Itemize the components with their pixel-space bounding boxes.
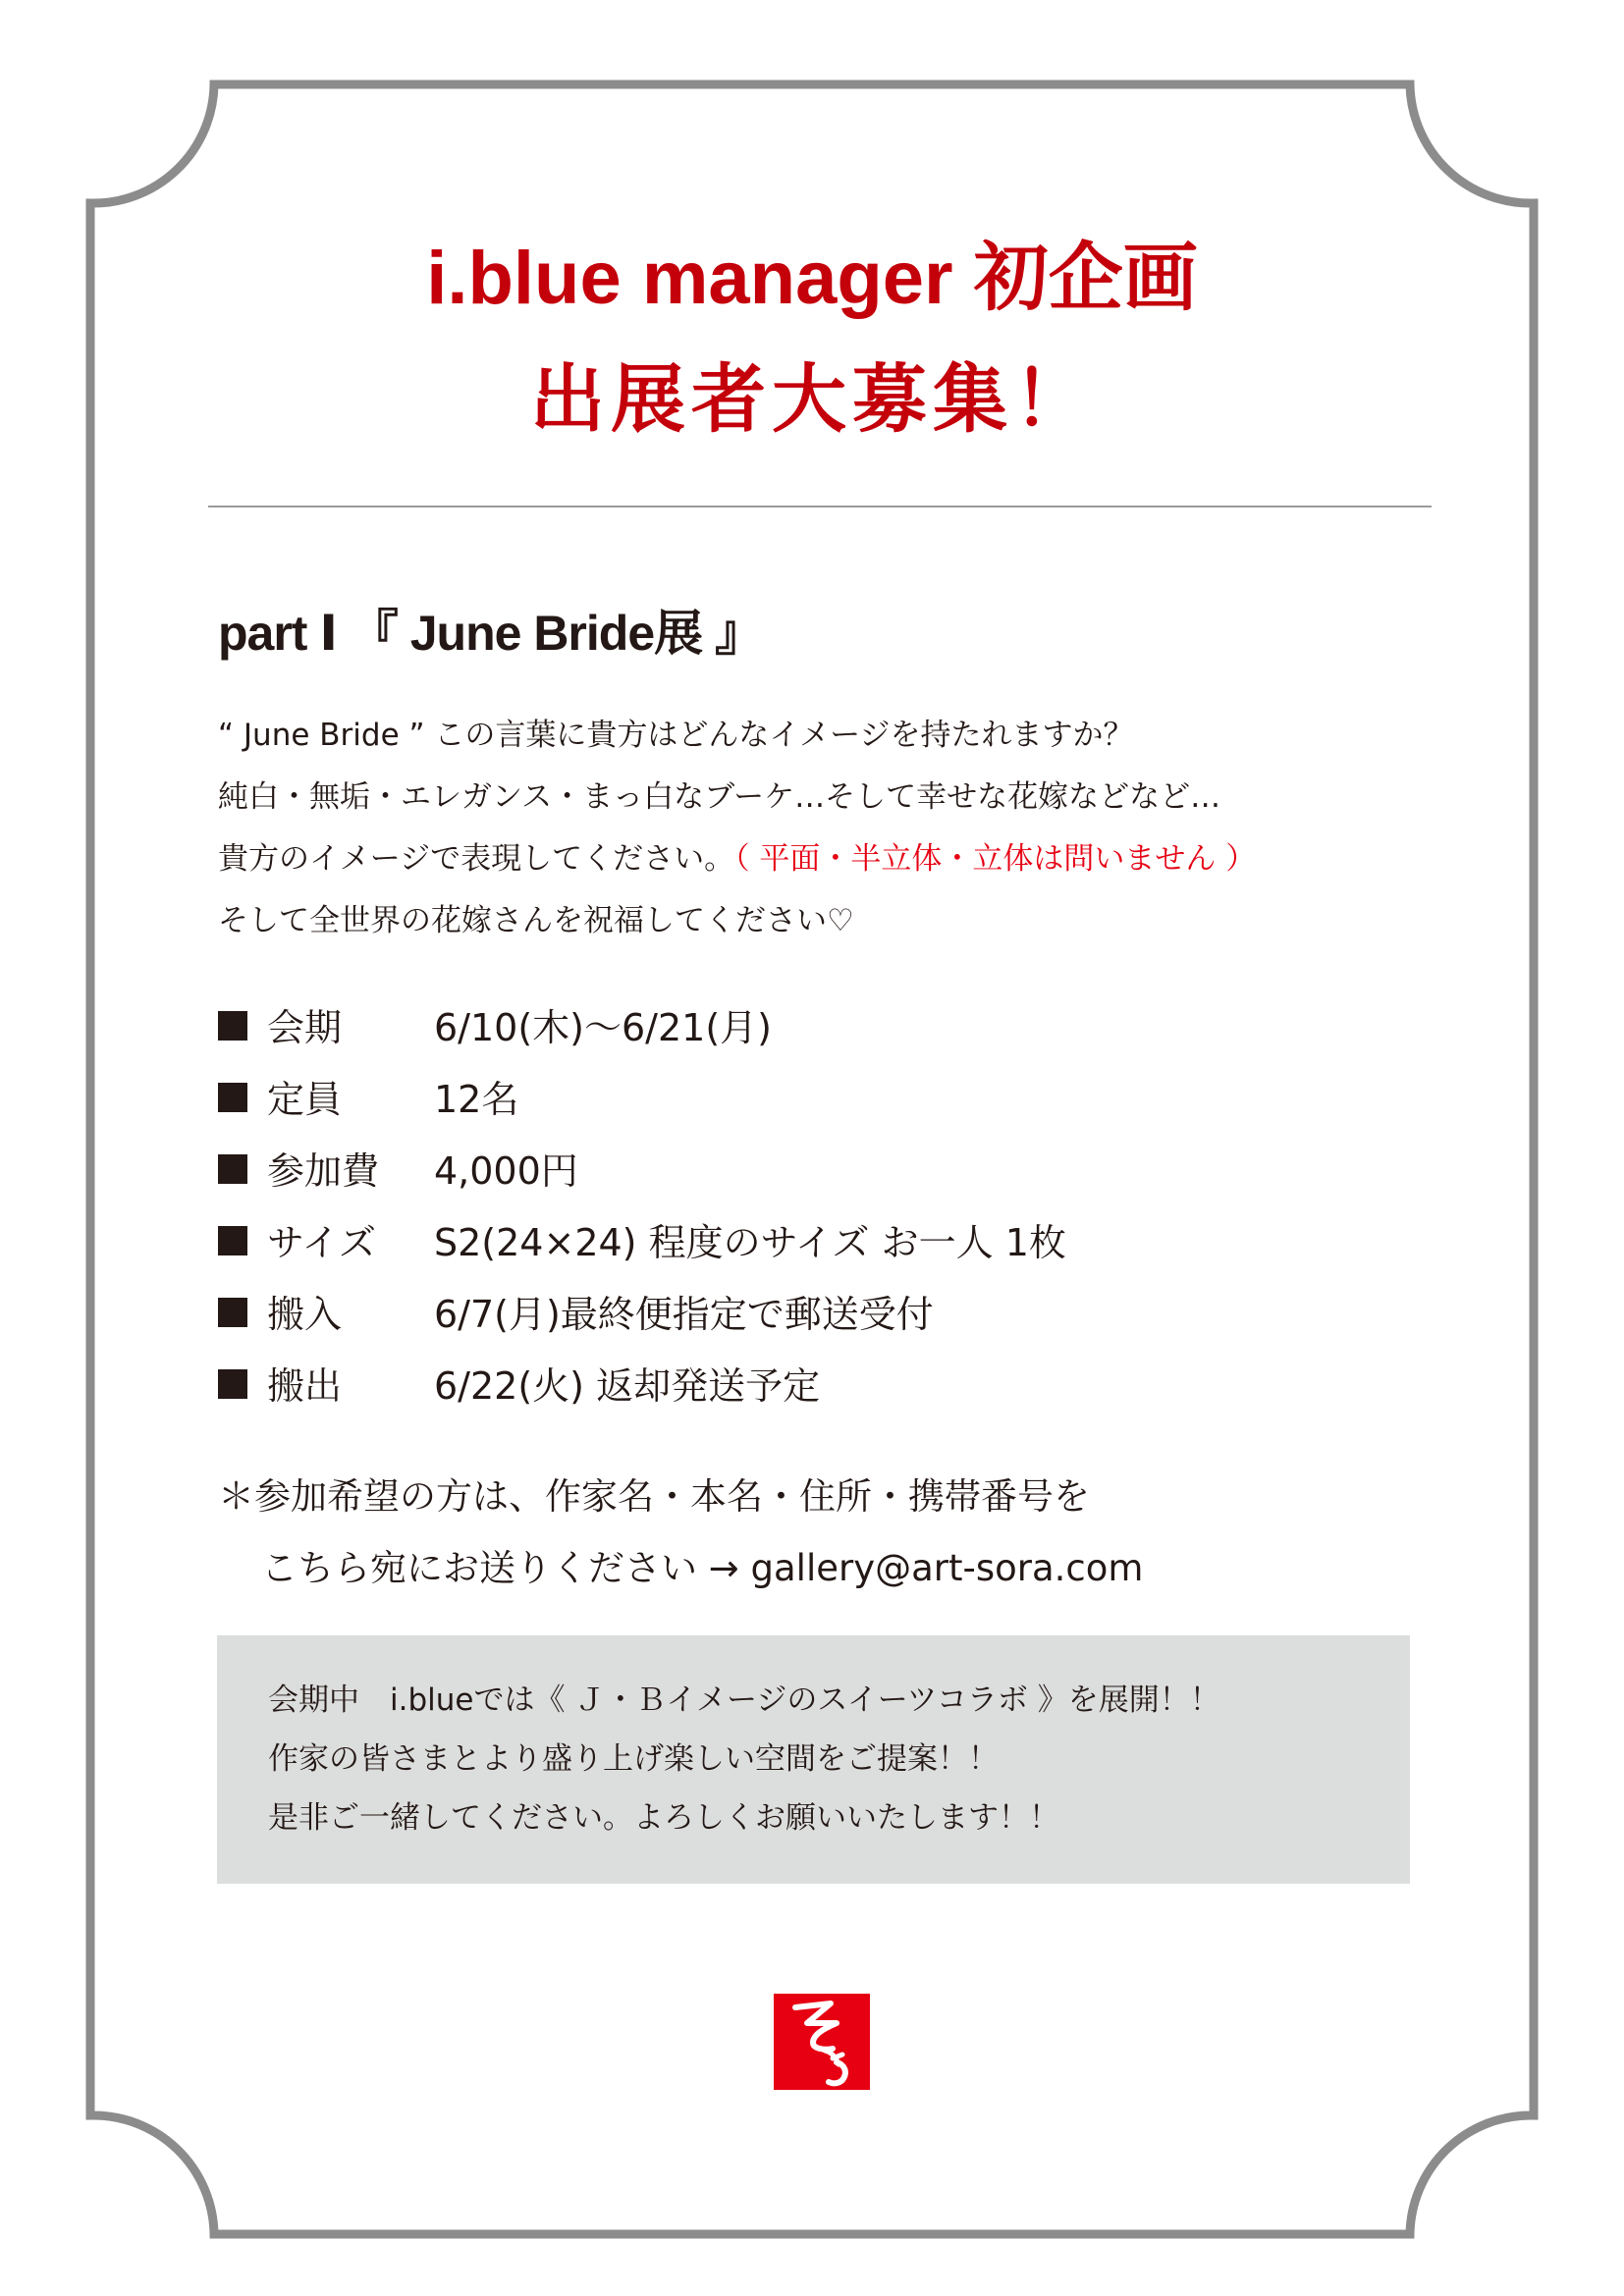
info-line: 是非ご一緒してください。よろしくお願いいたします！！ [268,1800,1059,1836]
sora-logo [774,1994,870,2090]
section-heading: part Ⅰ 『 June Bride展 』 [218,606,764,661]
detail-label: 参加費 [267,1149,380,1193]
detail-label: 定員 [267,1078,343,1121]
detail-label: サイズ [267,1221,376,1264]
square-bullet-icon [218,1226,247,1255]
intro-text [218,705,1256,952]
intro-line: 純白・無垢・エレガンス・まっ白なブーケ…そして幸せな花嫁などなど… [218,779,1221,815]
title-line-2: 出展者大募集！ [530,358,1094,442]
square-bullet-icon [218,1369,247,1399]
detail-value: 6/10(木)〜6/21(月) [434,1006,772,1049]
application-note [218,1461,1143,1604]
detail-value: 6/22(火) 返却発送予定 [434,1364,821,1408]
detail-value: 6/7(月)最終便指定で郵送受付 [434,1293,934,1336]
intro-line [218,828,1256,890]
note-line-email: こちら宛にお送りください → gallery@art-sora.com [261,1547,1144,1589]
intro-line-text: 貴方のイメージで表現してください。 [218,841,735,877]
square-bullet-icon [218,1011,247,1041]
square-bullet-icon [218,1298,247,1327]
square-bullet-icon [218,1083,247,1112]
note-line: ＊参加希望の方は、作家名・本名・住所・携帯番号を [218,1475,1090,1518]
info-line: 作家の皆さまとより盛り上げ楽しい空間をご提案！！ [268,1741,999,1777]
info-line: 会期中 i.blueでは《 Ｊ・Ｂイメージのスイーツコラボ 》を展開！！ [268,1682,1220,1718]
square-bullet-icon [218,1154,247,1184]
medium-note: （ 平面・半立体・立体は問いません ） [734,841,1257,877]
intro-line: そして全世界の花嫁さんを祝福してください♡ [218,903,854,938]
detail-label: 会期 [267,1006,343,1049]
detail-label: 搬入 [267,1293,343,1336]
detail-label: 搬出 [267,1364,343,1408]
detail-value: 12名 [434,1078,519,1121]
divider [208,506,1432,507]
intro-line: “ June Bride ” この言葉に貴方はどんなイメージを持たれますか？ [218,718,1134,753]
title-line-1: i.blue manager 初企画 [426,237,1198,320]
info-box [217,1635,1410,1884]
detail-value: S2(24×24) 程度のサイズ お一人 1枚 [434,1221,1066,1264]
detail-value: 4,000円 [434,1149,578,1193]
